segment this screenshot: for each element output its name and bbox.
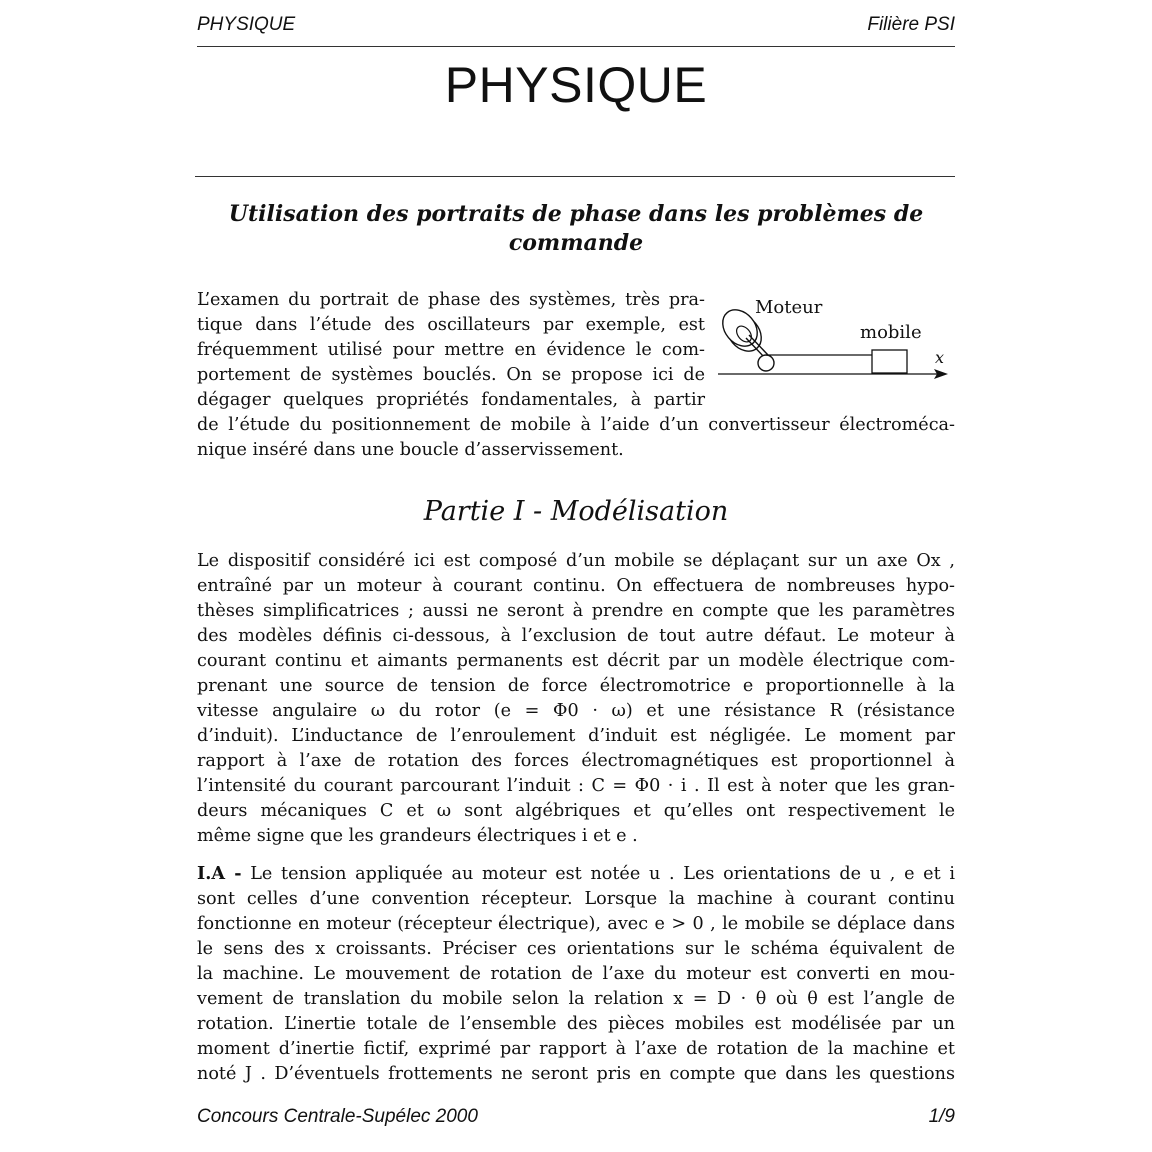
para-line: la machine. Le mouvement de rotation de l’axe du moteur est converti en mou- — [197, 964, 955, 984]
motor-label: Moteur — [755, 297, 823, 318]
page-title: PHYSIQUE — [444, 57, 708, 113]
question-IA — [197, 861, 955, 1087]
intro-text-full — [197, 413, 955, 463]
paragraph-model — [197, 549, 955, 849]
para-line: entraîné par un moteur à courant continu. On effectuera de nombreuses hypo- — [197, 576, 955, 596]
problem-subtitle: Utilisation des portraits de phase dans les problèmes de commande — [228, 201, 924, 256]
page-number: 1/9 — [928, 1106, 955, 1127]
intro-line: L’examen du portrait de phase des systèmes, très pra- — [197, 290, 705, 310]
para-line: rapport à l’axe de rotation des forces électromagnétiques est proportionnel à — [197, 751, 955, 771]
para-line: même signe que les grandeurs électriques i et e . — [197, 826, 638, 846]
intro-line: dégager quelques propriétés fondamentales, à partir — [197, 390, 705, 410]
intro-line: portement de systèmes bouclés. On se propose ici de — [197, 365, 705, 385]
header-subject: PHYSIQUE — [197, 14, 296, 35]
para-line: prenant une source de tension de force électromotrice e proportionnelle à la — [197, 676, 955, 696]
para-line: rotation. L’inertie totale de l’ensemble des pièces mobiles est modélisée par un — [197, 1014, 955, 1034]
intro-line: de l’étude du positionnement de mobile à l’aide d’un convertisseur électroméca- — [197, 415, 955, 435]
question-first-text: Le tension appliquée au moteur est notée u . Les orientations de u , e et i — [250, 864, 955, 884]
footer-contest: Concours Centrale-Supélec 2000 — [197, 1106, 478, 1127]
para-line: vement de translation du mobile selon la relation x = D · θ où θ est l’angle de — [197, 989, 955, 1009]
para-line: sont celles d’une convention récepteur. Lorsque la machine à courant continu — [197, 889, 955, 909]
para-line: Le dispositif considéré ici est composé d’un mobile se déplaçant sur un axe Ox , — [197, 551, 955, 571]
page-header — [197, 12, 955, 47]
axis-label: x — [935, 348, 945, 367]
header-track: Filière PSI — [867, 14, 955, 35]
intro-line: tique dans l’étude des oscillateurs par exemple, est — [197, 315, 705, 335]
intro-line: fréquemment utilisé pour mettre en évidence le com- — [197, 340, 705, 360]
intro-line: nique inséré dans une boucle d’asservissement. — [197, 440, 624, 460]
title-divider — [195, 176, 955, 177]
mobile-label: mobile — [860, 322, 922, 343]
part-heading: Partie I - Modélisation — [423, 496, 729, 527]
question-label: I.A - — [197, 863, 242, 884]
page-footer — [197, 1106, 955, 1134]
mobile-block — [872, 350, 907, 373]
para-line: le sens des x croissants. Préciser ces orientations sur le schéma équivalent de — [197, 939, 955, 959]
para-line: deurs mécaniques C et ω sont algébriques et qu’elles ont respectivement le — [197, 801, 955, 821]
para-line: des modèles définis ci-dessous, à l’exclusion de tout autre défaut. Le moteur à — [197, 626, 955, 646]
para-line: l’intensité du courant parcourant l’induit : C = Φ0 · i . Il est à noter que les gran- — [197, 776, 955, 796]
para-line: moment d’inertie fictif, exprimé par rapport à l’axe de rotation de la machine et — [197, 1039, 955, 1059]
para-line: d’induit). L’inductance de l’enroulement d’induit est négligée. Le moment par — [197, 726, 955, 746]
para-line: noté J . D’éventuels frottements ne seront pris en compte que dans les questions — [197, 1064, 955, 1084]
para-line: thèses simplificatrices ; aussi ne seront à prendre en compte que les paramètres — [197, 601, 955, 621]
intro-text-wrapped — [197, 288, 705, 413]
para-line: fonctionne en moteur (récepteur électrique), avec e > 0 , le mobile se déplace dans — [197, 914, 955, 934]
question-first-line — [197, 861, 955, 887]
motor-mobile-diagram — [712, 288, 960, 386]
para-line: courant continu et aimants permanents est décrit par un modèle électrique com- — [197, 651, 955, 671]
para-line: vitesse angulaire ω du rotor (e = Φ0 · ω) et une résistance R (résistance — [197, 701, 955, 721]
